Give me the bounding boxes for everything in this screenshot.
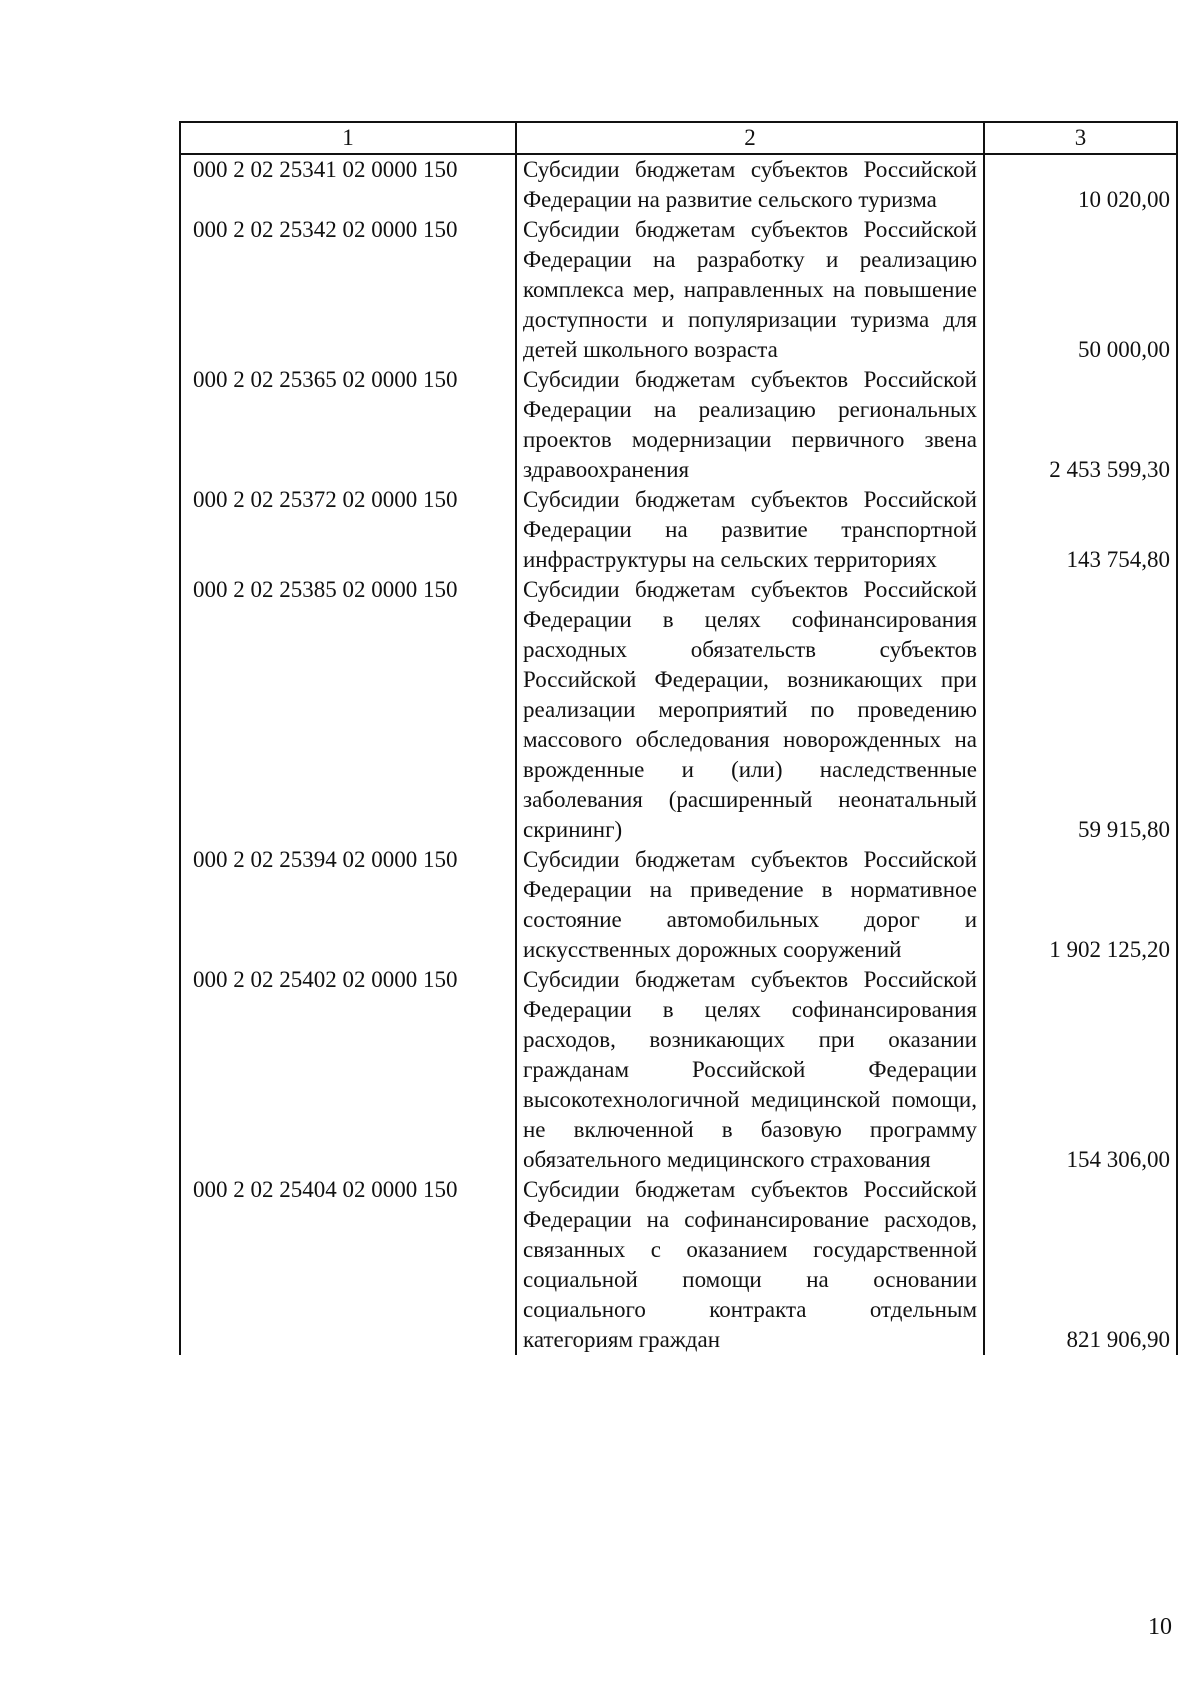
row-code: 000 2 02 25404 02 0000 150 <box>180 1175 516 1355</box>
table-row <box>180 845 1177 965</box>
table-row <box>180 365 1177 485</box>
row-code: 000 2 02 25342 02 0000 150 <box>180 215 516 365</box>
row-description: Субсидии бюджетам субъектов Российской Федерации на развитие транспортной инфраструктуры на сельских территориях <box>516 485 984 575</box>
table-row <box>180 215 1177 365</box>
row-description: Субсидии бюджетам субъектов Российской Федерации на софинансирование расходов, связанных с оказанием государственной социальной помощи на основании социального контракта отдельным категориям граждан <box>516 1175 984 1355</box>
row-amount: 143 754,80 <box>984 485 1177 575</box>
column-header-amount: 3 <box>984 122 1177 154</box>
row-code: 000 2 02 25385 02 0000 150 <box>180 575 516 845</box>
row-amount: 154 306,00 <box>984 965 1177 1175</box>
table-row <box>180 965 1177 1175</box>
table-header-row <box>180 122 1177 154</box>
row-code: 000 2 02 25394 02 0000 150 <box>180 845 516 965</box>
row-code: 000 2 02 25341 02 0000 150 <box>180 154 516 215</box>
row-code: 000 2 02 25402 02 0000 150 <box>180 965 516 1175</box>
page-number: 10 <box>1148 1614 1172 1640</box>
row-amount: 821 906,90 <box>984 1175 1177 1355</box>
row-description: Субсидии бюджетам субъектов Российской Федерации на реализацию региональных проектов модернизации первичного звена здравоохранения <box>516 365 984 485</box>
budget-table <box>179 121 1178 1355</box>
row-amount: 50 000,00 <box>984 215 1177 365</box>
row-description: Субсидии бюджетам субъектов Российской Федерации на разработку и реализацию комплекса мер, направленных на повышение доступности и популяризации туризма для детей школьного возраста <box>516 215 984 365</box>
column-header-description: 2 <box>516 122 984 154</box>
table-row <box>180 154 1177 215</box>
table-row <box>180 1175 1177 1355</box>
row-description: Субсидии бюджетам субъектов Российской Федерации на развитие сельского туризма <box>516 154 984 215</box>
row-code: 000 2 02 25372 02 0000 150 <box>180 485 516 575</box>
row-amount: 2 453 599,30 <box>984 365 1177 485</box>
row-amount: 59 915,80 <box>984 575 1177 845</box>
row-amount: 10 020,00 <box>984 154 1177 215</box>
column-header-code: 1 <box>180 122 516 154</box>
row-description: Субсидии бюджетам субъектов Российской Федерации на приведение в нормативное состояние автомобильных дорог и искусственных дорожных сооружений <box>516 845 984 965</box>
row-description: Субсидии бюджетам субъектов Российской Федерации в целях софинансирования расходных обязательств субъектов Российской Федерации, возникающих при реализации мероприятий по проведению массового обследования новорожденных на врожденные и (или) наследственные заболевания (расширенный неонатальный скрининг) <box>516 575 984 845</box>
table-row <box>180 485 1177 575</box>
row-code: 000 2 02 25365 02 0000 150 <box>180 365 516 485</box>
row-amount: 1 902 125,20 <box>984 845 1177 965</box>
row-description: Субсидии бюджетам субъектов Российской Федерации в целях софинансирования расходов, возникающих при оказании гражданам Российской Федерации высокотехнологичной медицинской помощи, не включенной в базовую программу обязательного медицинского страхования <box>516 965 984 1175</box>
table-row <box>180 575 1177 845</box>
